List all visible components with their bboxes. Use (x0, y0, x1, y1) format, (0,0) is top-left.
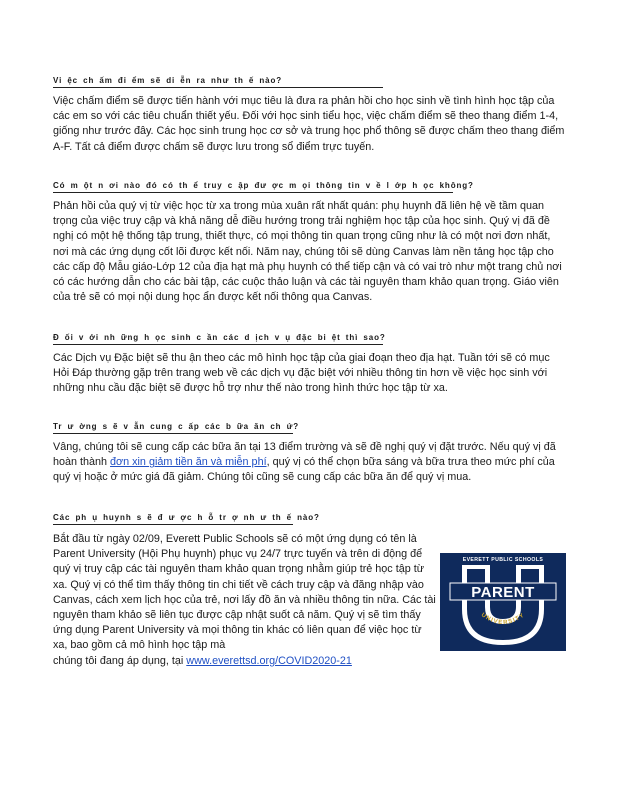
parent-university-logo (440, 553, 566, 651)
section-heading-grading: Vi ệc ch ấm đi ểm sẽ di ễn ra như th ế nào? (53, 76, 383, 88)
section-paragraph-parent-support (53, 532, 437, 669)
parent-support-text: Bắt đầu từ ngày 02/09, Everett Public Schools sẽ có một ứng dụng có tên là Parent University (Hội Phụ huynh) phục vụ 24/7 trực tuyến và trên di động để quý vị truy cập các tài nguyên tham khảo quan trọng nhằm giúp trẻ học tập từ xa. Quý vị có thể tìm thấy thông tin chi tiết về cách truy cập và đăng nhập vào Canvas, cách xem lịch học của trẻ, nơi lấy đồ ăn và nhiều thông tin nữa. Các tài nguyên tham khảo sẽ liên tục được cập nhật suốt cả năm. Quý vị sẽ tìm thấy ứng dụng Parent University và mọi thông tin khác có liên quan để việc học từ xa, bao gồm cả mô hình học tập mà (53, 533, 436, 652)
logo-arc-text: UNIVERSITY (479, 612, 527, 627)
section-paragraph-meals (53, 440, 565, 486)
parent-support-tail: chúng tôi đang áp dụng, tại www.everettsd.org/COVID2020-21 (53, 654, 352, 667)
meals-application-link[interactable]: đơn xin giảm tiền ăn và miễn phí (110, 456, 267, 469)
logo-word: PARENT (471, 584, 535, 601)
meals-text-after: , quý vị có thể chọn bữa sáng và bữa trưa theo mức phí của quý vị hoặc ở mức giá đã giảm. Chúng tôi cũng sẽ cung cấp các bữa ăn để quý vị mua. (53, 456, 555, 484)
section-paragraph-grading: Việc chấm điểm sẽ được tiến hành với mục tiêu là đưa ra phản hồi cho học sinh về tình hình học tập của các em so với các tiêu chuẩn thiết yếu. Đối với học sinh tiểu học, việc chấm điểm sẽ theo thang điểm 1-4, giống như trước đây. Các học sinh trung học cơ sở và trung học phổ thông sẽ được chấm theo thang điểm A-F. Tất cả điểm được chấm sẽ được lưu trong sổ điểm trực tuyến. (53, 95, 565, 153)
section-paragraph-special-services: Các Dịch vụ Đặc biệt sẽ thu ận theo các mô hình học tập của giai đoạn theo địa hạt. Tuần tới sẽ có mục Hỏi Đáp thường gặp trên trang web về các dịch vụ đặc biệt với nhiều thông tin hơn về việc học sinh với những nhu cầu đặc biệt sẽ được hỗ trợ như thế nào trong hình thức học tập từ xa. (53, 352, 550, 395)
section-paragraph-class-info: Phản hồi của quý vị từ việc học từ xa trong mùa xuân rất nhất quán: phụ huynh đã liên hệ về tầm quan trọng của việc truy cập và khả năng dễ điều hướng trong trải nghiệm học tập của học sinh. Quý vị đã đề nghị có một hệ thống tập trung, thiết thực, có mọi thông tin quan trọng cũng như là có một nơi đơn nhất, nơi mà các ứng dụng cốt lõi được kết nối. Năm nay, chúng tôi sẽ dùng Canvas làm nền tảng học tập cho các cấp độ Mẫu giáo-Lớp 12 của địa hạt mà phụ huynh có thể tiếp cận và có vai trò như một trang chủ nơi có các hướng dẫn cho các bài tập, các cuộc thảo luận và các tài nguyên tham khảo quan trọng. Giáo viên của trẻ sẽ có mọi nội dung học ẩn được kết nối thông qua Canvas. (53, 200, 562, 304)
section-heading-meals: Tr ư ờng s ẽ v ẫn cung c ấp các b ữa ăn ch ứ? (53, 422, 293, 434)
section-heading-special-services: Đ ối v ới nh ững h ọc sinh c ần các d ịch v ụ đặc bi ệt thì sao? (53, 333, 383, 345)
section-heading-class-info: Có m ột n ơi nào đó có th ể truy c ập đư ợc m ọi thông tin v ề l ớp h ọc không? (53, 181, 453, 193)
section-heading-parent-support: Các ph ụ huynh s ẽ đ ư ợc h ỗ tr ợ nh ư th ế nào? (53, 513, 293, 525)
covid-info-link[interactable]: www.everettsd.org/COVID2020-21 (186, 654, 352, 667)
logo-top-text: EVERETT PUBLIC SCHOOLS (462, 557, 544, 563)
meals-text-before: Vâng, chúng tôi sẽ cung cấp các bữa ăn tại 13 điểm trường và sẽ đề nghị quý vị đặt trước. Nếu quý vị đã hoàn thành (53, 441, 556, 469)
